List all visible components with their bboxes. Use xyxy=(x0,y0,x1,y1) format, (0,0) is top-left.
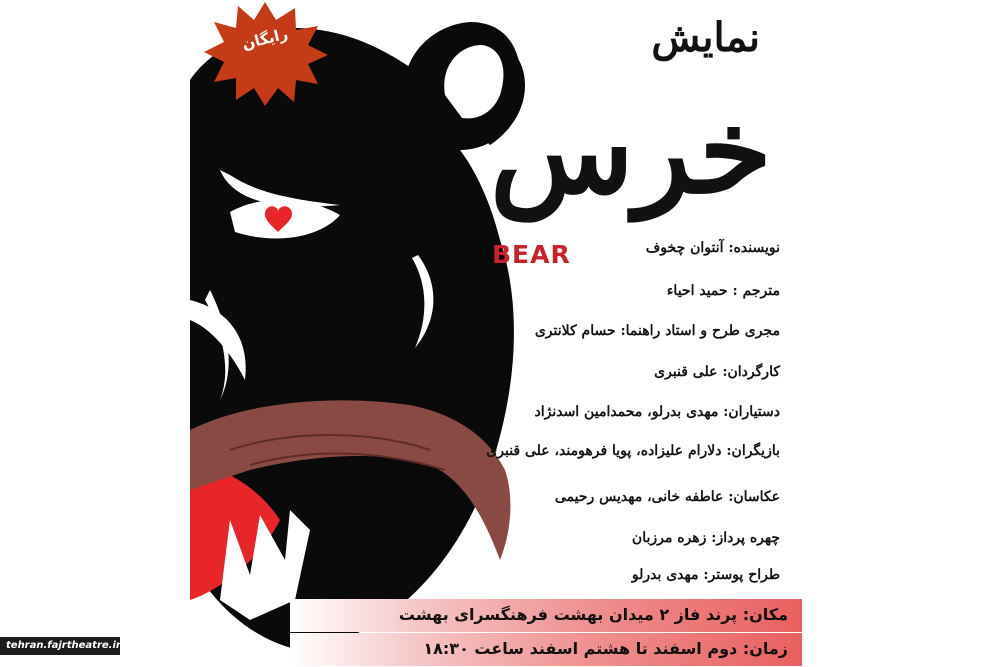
poster xyxy=(190,0,802,667)
title-bear-persian: خرس xyxy=(489,81,772,220)
title-show: نمایش xyxy=(651,14,760,61)
credit-poster-designer: طراح پوستر: مهدی بدرلو xyxy=(631,567,780,583)
credit-photographers: عکاسان: عاطفه خانی، مهدیس رحیمی xyxy=(554,489,780,505)
credit-assistants: دستیاران: مهدی بدرلو، محمدامین اسدنژاد xyxy=(534,404,780,420)
credit-writer: نویسنده: آنتوان چخوف xyxy=(645,240,780,256)
badge-free-label: رایگان xyxy=(240,24,290,54)
time-text: زمان: دوم اسفند تا هشتم اسفند ساعت ۱۸:۳۰ xyxy=(423,639,788,658)
credit-director: کارگردان: علی قنبری xyxy=(654,364,780,380)
title-bear-english: BEAR xyxy=(492,240,571,269)
credit-producer: مجری طرح و استاد راهنما: حسام کلانتری xyxy=(534,323,780,339)
location-text: مکان: پرند فاز ۲ میدان بهشت فرهنگسرای بهشت xyxy=(398,605,788,624)
credit-actors: بازیگران: دلارام علیزاده، پویا فرهومند، علی قنبری xyxy=(486,443,780,459)
credit-makeup: چهره پرداز: زهره مرزبان xyxy=(631,530,780,546)
credit-translator: مترجم : حمید احیاء xyxy=(666,283,780,299)
watermark-site: tehran.fajrtheatre.ir xyxy=(0,637,120,655)
